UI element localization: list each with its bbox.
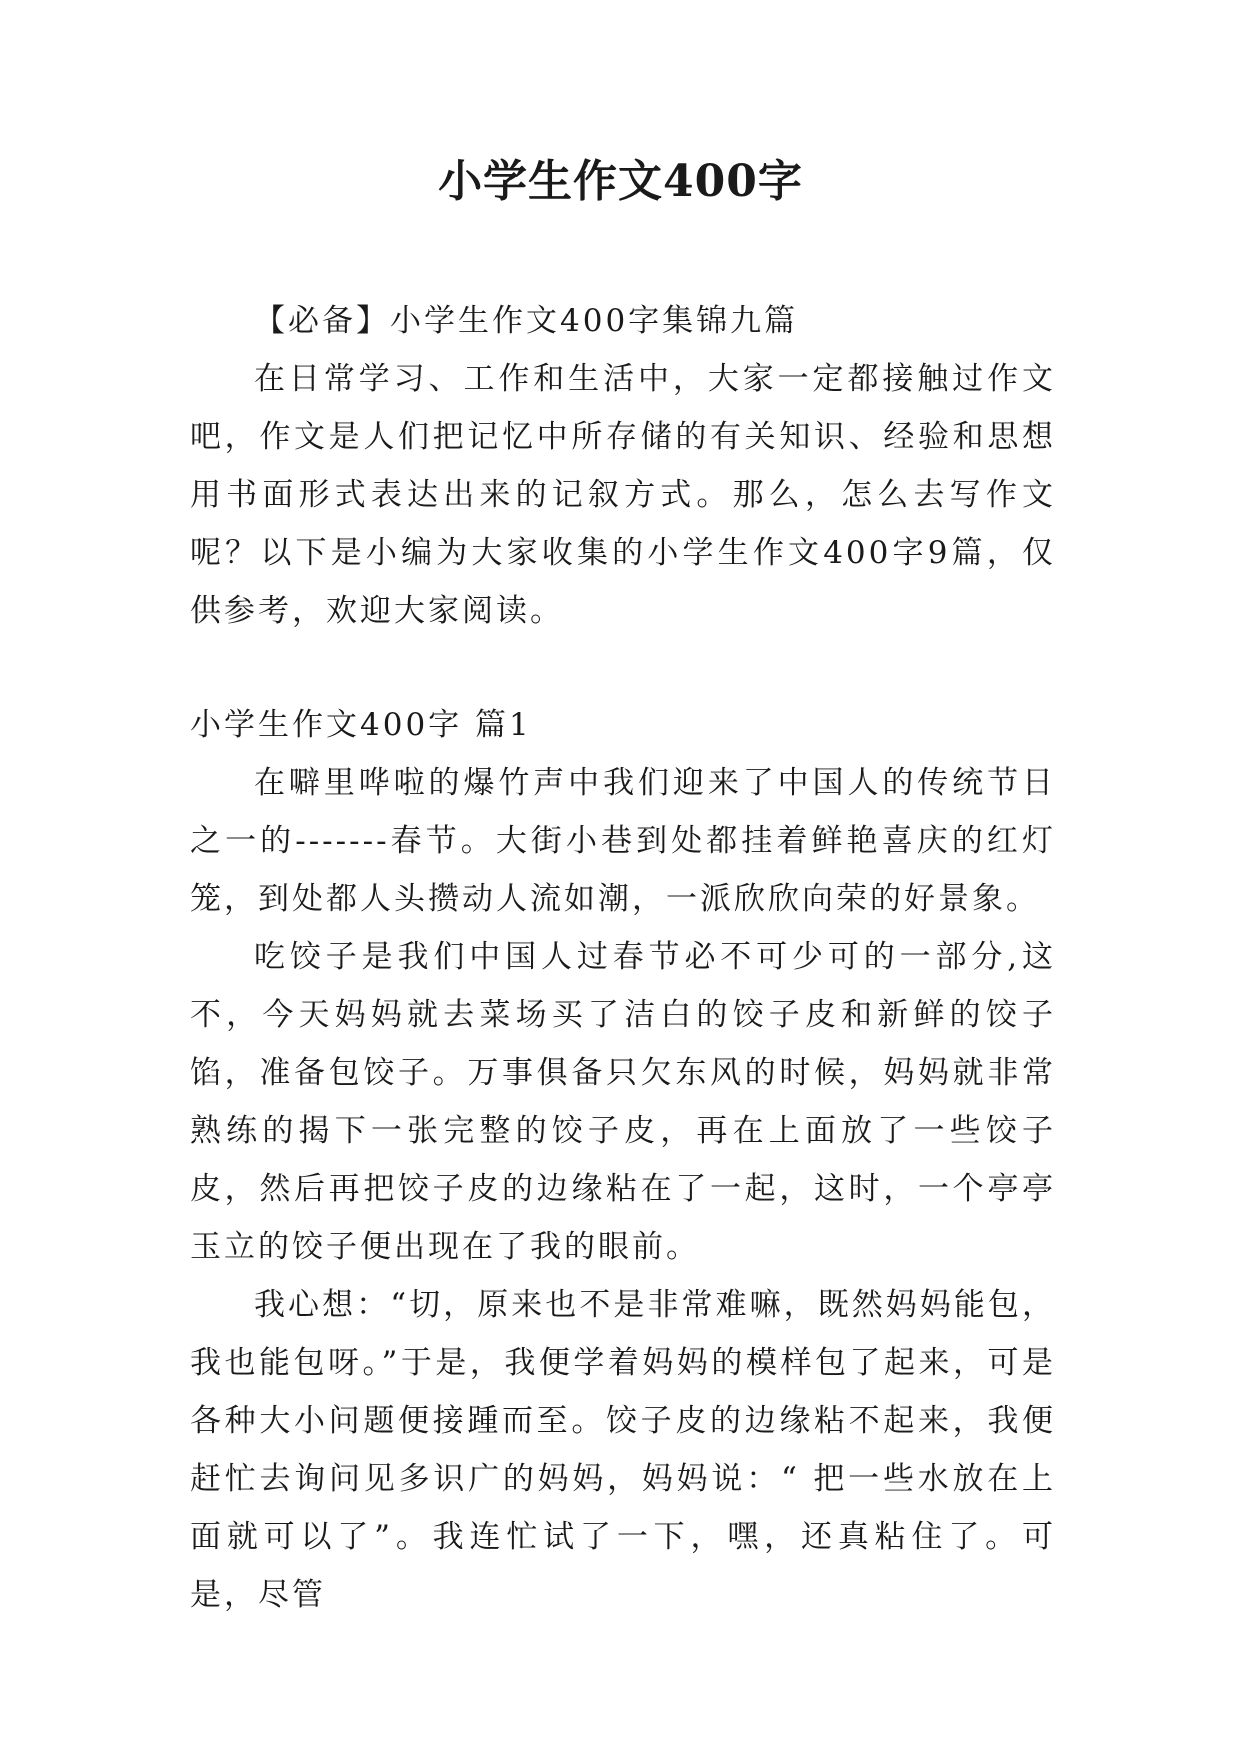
document-subtitle: 【必备】小学生作文400字集锦九篇 — [254, 303, 799, 339]
essay-paragraph: 吃饺子是我们中国人过春节必不可少可的一部分,这不，今天妈妈就去菜场买了洁白的饺子皮和新鲜的饺子馅，准备包饺子。万事俱备只欠东风的时候，妈妈就非常熟练的揭下一张完整的饺子皮，再在上面放了一些饺子皮，然后再把饺子皮的边缘粘在了一起，这时，一个亭亭玉立的饺子便出现在了我的眼前。 — [190, 939, 1056, 1265]
document-title: 小学生作文400字 — [438, 156, 803, 207]
essay-paragraph: 我心想：“切，原来也不是非常难嘛，既然妈妈能包，我也能包呀。”于是，我便学着妈妈的模样包了起来，可是各种大小问题便接踵而至。饺子皮的边缘粘不起来，我便赶忙去询问见多识广的妈妈，妈妈说：“ 把一些水放在上面就可以了”。我连忙试了一下，嘿，还真粘住了。可是，尽管 — [190, 1287, 1056, 1613]
section-spacer — [190, 640, 1056, 696]
section-heading: 小学生作文400字 篇1 — [190, 707, 532, 743]
document-body — [190, 292, 1056, 1624]
intro-paragraph: 在日常学习、工作和生活中，大家一定都接触过作文吧，作文是人们把记忆中所存储的有关知识、经验和思想用书面形式表达出来的记叙方式。那么，怎么去写作文呢？以下是小编为大家收集的小学生作文400字9篇，仅供参考，欢迎大家阅读。 — [190, 361, 1056, 629]
essay-paragraph: 在噼里哗啦的爆竹声中我们迎来了中国人的传统节日之一的-------春节。大街小巷到处都挂着鲜艳喜庆的红灯笼，到处都人头攒动人流如潮，一派欣欣向荣的好景象。 — [190, 765, 1056, 917]
